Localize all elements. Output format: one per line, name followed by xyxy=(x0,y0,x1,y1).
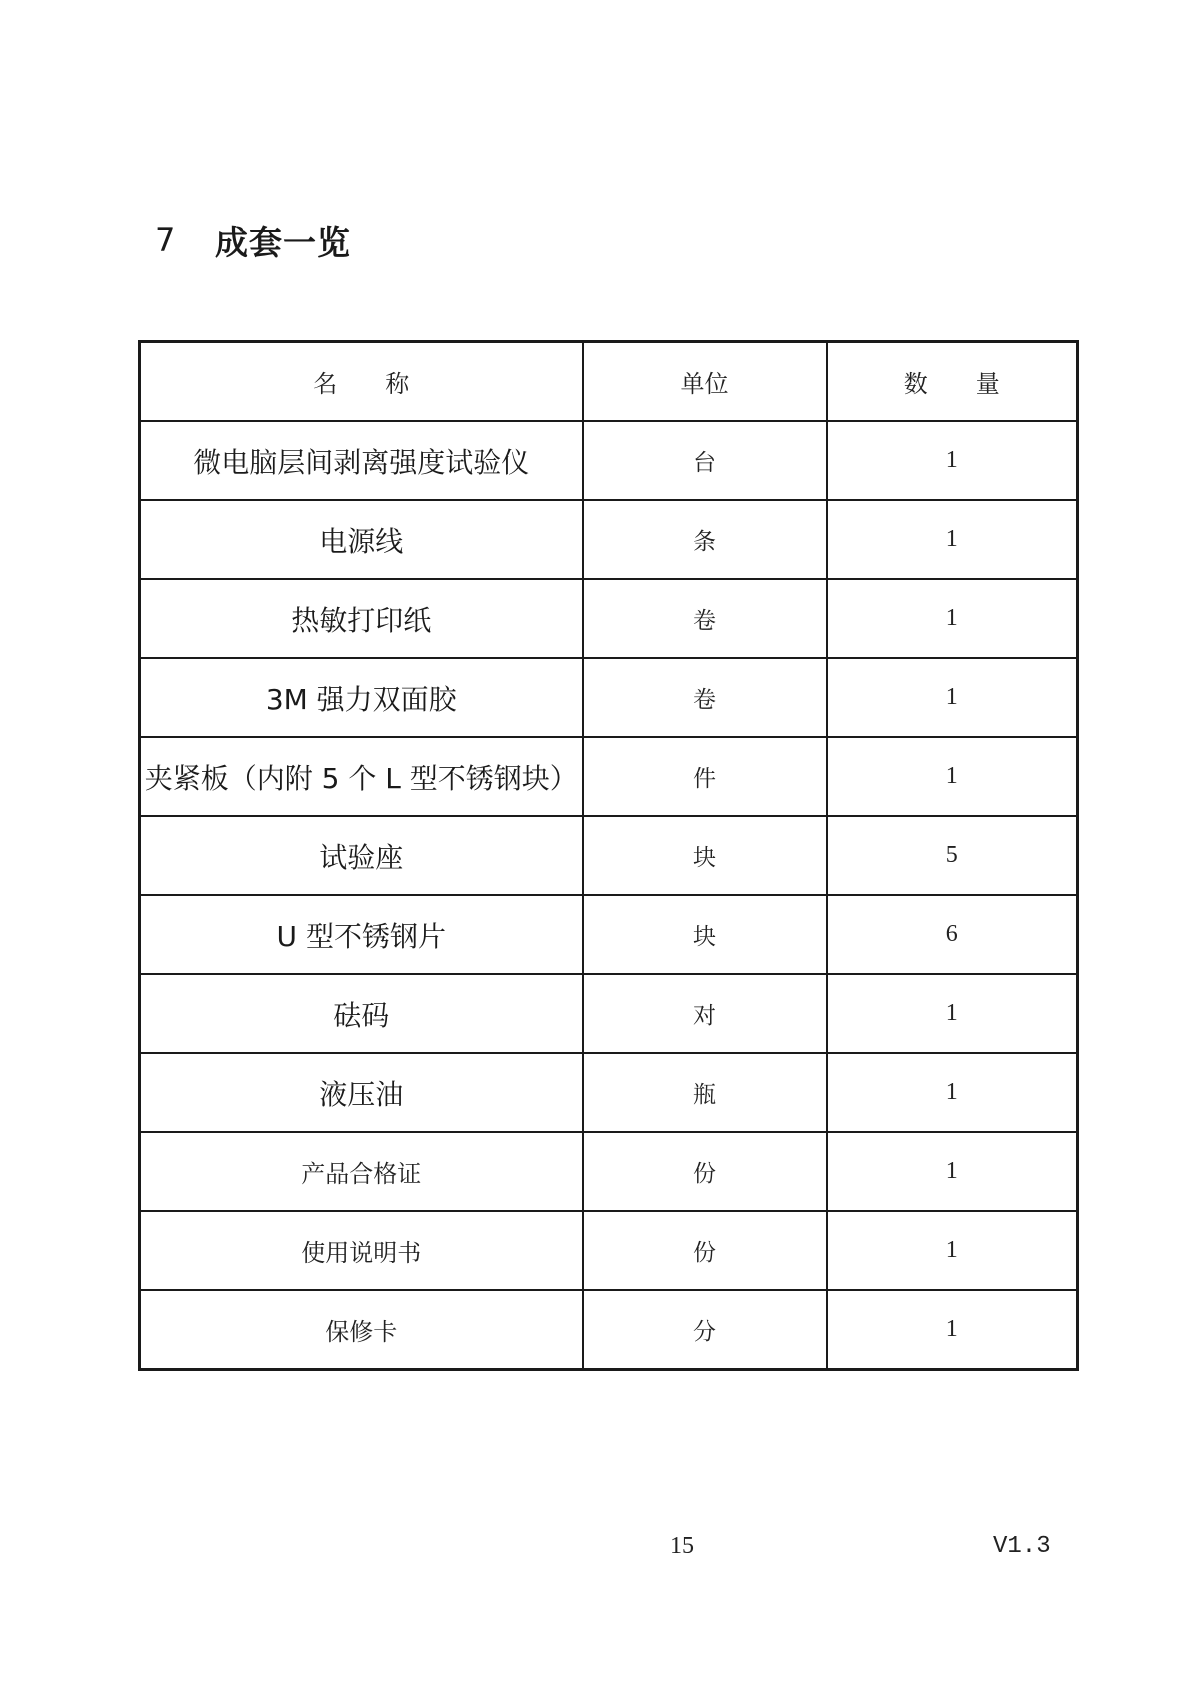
item-name: 液压油 xyxy=(140,1053,583,1132)
item-unit: 件 xyxy=(583,737,827,816)
section-heading xyxy=(155,212,351,268)
header-quantity: 数 量 xyxy=(827,342,1078,422)
item-unit: 条 xyxy=(583,500,827,579)
item-unit: 卷 xyxy=(583,579,827,658)
table-row xyxy=(140,421,1078,500)
table-header-row xyxy=(140,342,1078,422)
table-row xyxy=(140,500,1078,579)
item-quantity: 1 xyxy=(827,737,1078,816)
item-name: 夹紧板（内附 5 个 L 型不锈钢块） xyxy=(140,737,583,816)
item-name: 微电脑层间剥离强度试验仪 xyxy=(140,421,583,500)
item-unit: 块 xyxy=(583,895,827,974)
table-row xyxy=(140,579,1078,658)
item-name: 保修卡 xyxy=(140,1290,583,1370)
item-quantity: 5 xyxy=(827,816,1078,895)
table-row xyxy=(140,1132,1078,1211)
table-row xyxy=(140,1290,1078,1370)
item-name: 热敏打印纸 xyxy=(140,579,583,658)
item-unit: 分 xyxy=(583,1290,827,1370)
table-row xyxy=(140,974,1078,1053)
item-name: 试验座 xyxy=(140,816,583,895)
item-unit: 对 xyxy=(583,974,827,1053)
item-quantity: 1 xyxy=(827,579,1078,658)
item-quantity: 1 xyxy=(827,1132,1078,1211)
item-name: 砝码 xyxy=(140,974,583,1053)
page-number: 15 xyxy=(670,1533,694,1559)
item-name: 电源线 xyxy=(140,500,583,579)
item-name: 产品合格证 xyxy=(140,1132,583,1211)
item-quantity: 1 xyxy=(827,658,1078,737)
table-row xyxy=(140,1053,1078,1132)
item-quantity: 1 xyxy=(827,421,1078,500)
item-name: 使用说明书 xyxy=(140,1211,583,1290)
table-row xyxy=(140,816,1078,895)
item-quantity: 1 xyxy=(827,974,1078,1053)
version-label: V1.3 xyxy=(993,1533,1051,1560)
header-unit: 单位 xyxy=(583,342,827,422)
table-row xyxy=(140,1211,1078,1290)
item-unit: 瓶 xyxy=(583,1053,827,1132)
item-unit: 卷 xyxy=(583,658,827,737)
item-unit: 份 xyxy=(583,1211,827,1290)
table-row xyxy=(140,895,1078,974)
item-quantity: 1 xyxy=(827,1053,1078,1132)
item-quantity: 6 xyxy=(827,895,1078,974)
item-unit: 份 xyxy=(583,1132,827,1211)
kit-contents-table xyxy=(138,340,1079,1371)
section-number: 7 xyxy=(155,221,176,259)
item-name: U 型不锈钢片 xyxy=(140,895,583,974)
item-quantity: 1 xyxy=(827,1211,1078,1290)
item-quantity: 1 xyxy=(827,500,1078,579)
item-unit: 块 xyxy=(583,816,827,895)
item-quantity: 1 xyxy=(827,1290,1078,1370)
item-name: 3M 强力双面胶 xyxy=(140,658,583,737)
item-unit: 台 xyxy=(583,421,827,500)
section-title: 成套一览 xyxy=(215,222,351,262)
table-row xyxy=(140,737,1078,816)
table-row xyxy=(140,658,1078,737)
header-name: 名 称 xyxy=(140,342,583,422)
